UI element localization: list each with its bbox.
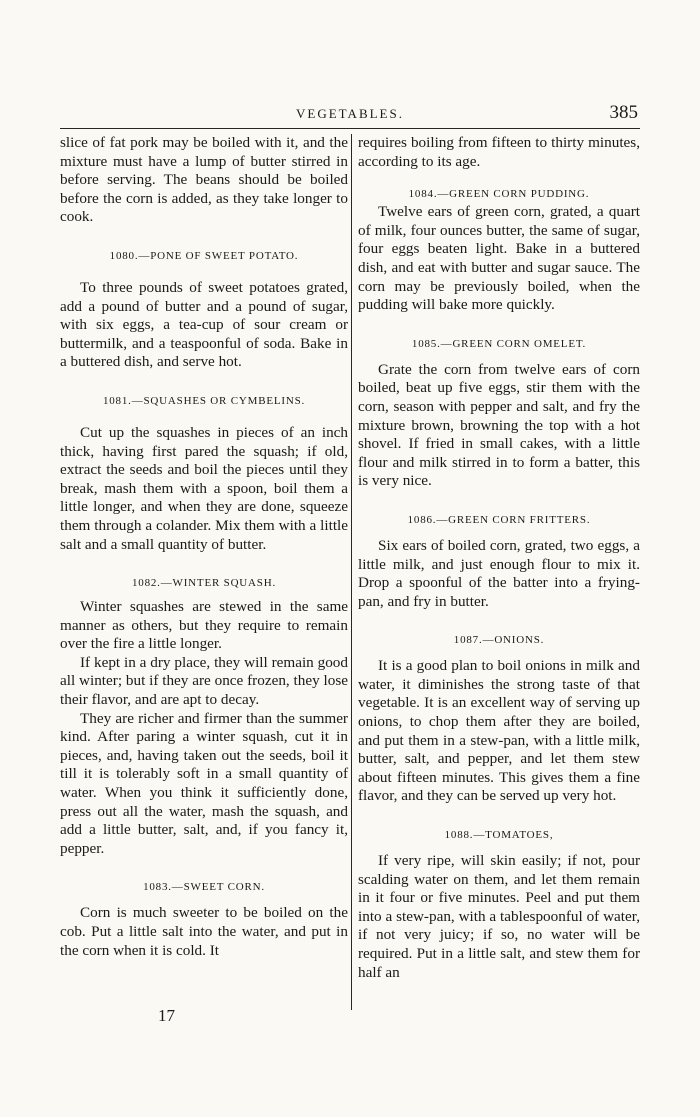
recipe-title: 1083.—SWEET CORN. [143, 881, 265, 894]
continued-paragraph: slice of fat pork may be boiled with it, and the mixture must have a lump of butter stirred in before serving. The beans should be boiled before the corn is added, as they take longer to cook. [60, 134, 348, 226]
recipe-title: 1088.—TOMATOES, [444, 829, 554, 842]
recipe-paragraph: Six ears of boiled corn, grated, two eggs, a little milk, and just enough flour to mix it. Drop a spoonful of the batter into a frying-pan, and fry in butter. [358, 536, 640, 610]
recipe-paragraph: Cut up the squashes in pieces of an inch thick, having first pared the squash; if old, extract the seeds and boil the pieces until they break, mash them with a spoon, boil them a little longer, and when they are done, squeeze them through a colander. Mix them with a little salt and a small quantity of butter. [60, 423, 348, 553]
recipe-title: 1086.—GREEN CORN FRITTERS. [407, 513, 591, 526]
recipe-1083 [60, 878, 348, 960]
signature-mark: 17 [158, 1006, 175, 1025]
recipe-paragraph: If kept in a dry place, they will remain good all winter; but if they are once frozen, they lose their flavor, and are apt to decay. [60, 653, 348, 709]
recipe-title: 1084.—GREEN CORN PUDDING. [408, 188, 590, 201]
recipe-1081 [60, 392, 348, 554]
recipe-1087 [358, 631, 640, 806]
recipe-paragraph: It is a good plan to boil onions in milk and water, it diminishes the strong taste of that vegetable. It is an excellent way of serving up onions, to chop them after they are boiled, and put them in a stew-pan, with a little milk, butter, salt, and pepper, and let them stew about fifteen minutes. This gives them a fine flavor, and they can be served up very hot. [358, 657, 640, 805]
column-divider [351, 134, 352, 1010]
page-number: 385 [609, 102, 638, 123]
recipe-paragraph: Corn is much sweeter to be boiled on the cob. Put a little salt into the water, and put in the corn when it is cold. It [60, 904, 348, 959]
right-column [358, 134, 640, 982]
header-rule [60, 128, 640, 129]
continued-paragraph: requires boiling from fifteen to thirty minutes, according to its age. [358, 134, 640, 170]
recipe-paragraph: Grate the corn from twelve ears of corn boiled, beat up five eggs, stir them with the corn, season with pepper and salt, and fry the mixture brown, browning the top with a hot shovel. If fried in small cakes, with a little flour and milk stirred in to form a batter, this is very nice. [358, 360, 640, 490]
recipe-paragraph: Winter squashes are stewed in the same manner as others, but they require to remain over the fire a little longer. [60, 598, 348, 653]
recipe-title: 1085.—GREEN CORN OMELET. [411, 337, 587, 350]
recipe-paragraph: If very ripe, will skin easily; if not, pour scalding water on them, and let them remain in it four or five minutes. Peel and put them into a stew-pan, with a tablespoonful of water, if not very juicy; if so, no water will be required. Put in a little salt, and stew them for half an [358, 852, 640, 981]
recipe-title: 1080.—PONE OF SWEET POTATO. [109, 249, 299, 262]
running-head: VEGETABLES. [296, 106, 404, 121]
recipe-1080 [60, 247, 348, 372]
recipe-1082 [60, 574, 348, 858]
recipe-paragraph: They are richer and firmer than the summer kind. After paring a winter squash, cut it in pieces, and, having taken out the seeds, boil it till it is tolerably soft in a small quantity of water. When you think it sufficiently done, press out all the water, mash the squash, and add a little butter, salt, and, if you fancy it, pepper. [60, 709, 348, 857]
recipe-title: 1087.—ONIONS. [453, 634, 545, 647]
left-column [60, 134, 348, 960]
recipe-1086 [358, 511, 640, 611]
recipe-paragraph: To three pounds of sweet potatoes grated, add a pound of butter and a pound of sugar, with six eggs, a tea-cup of sour cream or buttermilk, and a teaspoonful of soda. Bake in a buttered dish, and serve hot. [60, 278, 348, 371]
recipe-title: 1081.—SQUASHES OR CYMBELINS. [102, 394, 306, 407]
recipe-paragraph: Twelve ears of green corn, grated, a quart of milk, four ounces butter, the same of sugar, four eggs beaten light. Bake in a buttered dish, and eat with butter and sugar sauce. The corn may be previously boiled, when the pudding will bake more quickly. [358, 203, 640, 314]
recipe-1088 [358, 826, 640, 982]
page-header [60, 100, 640, 130]
recipe-1084 [358, 185, 640, 315]
recipe-1085 [358, 335, 640, 491]
recipe-title: 1082.—WINTER SQUASH. [131, 577, 277, 590]
